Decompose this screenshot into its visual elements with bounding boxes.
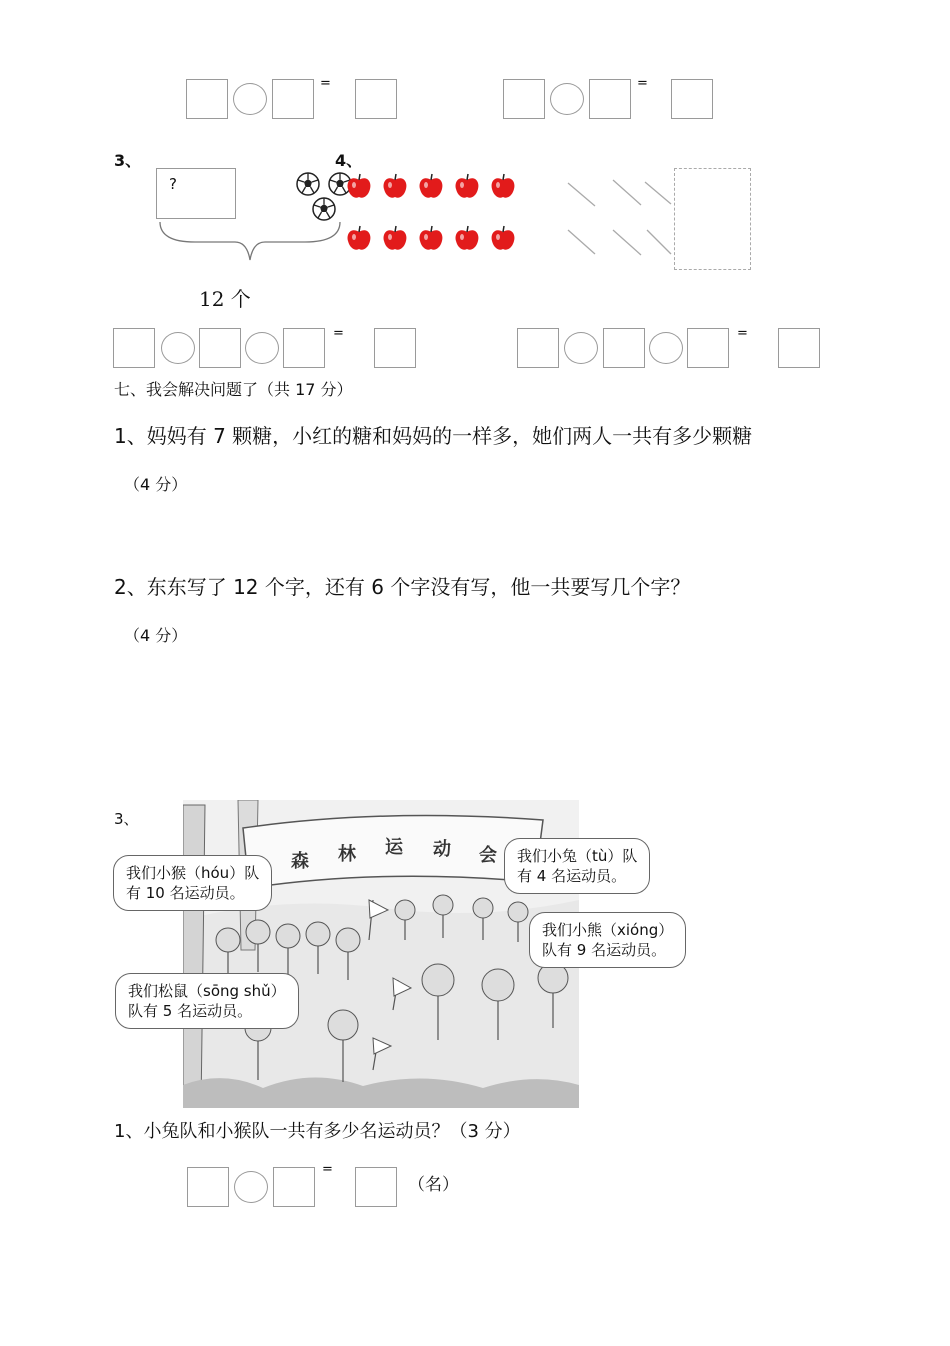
answer-box[interactable] (273, 1167, 315, 1207)
bubble-monkey (113, 855, 272, 911)
answer-box[interactable] (603, 328, 645, 368)
problem-2-score: （4 分） (124, 626, 188, 645)
crossed-out-strokes (565, 178, 675, 258)
unknown-box (156, 168, 236, 219)
banner-char: 林 (338, 844, 356, 865)
banner-char: 会 (479, 845, 497, 866)
operator-circle[interactable] (550, 83, 584, 115)
bubble-rabbit (504, 838, 650, 894)
soccer-ball-icon (312, 197, 336, 221)
answer-box[interactable] (272, 79, 314, 119)
answer-box[interactable] (517, 328, 559, 368)
apple-icon (345, 224, 373, 252)
bubble-line: 我们小熊（xióng） (542, 921, 674, 939)
dashed-box (674, 168, 751, 270)
answer-box[interactable] (671, 79, 713, 119)
bubble-line: 有 4 名运动员。 (517, 867, 627, 885)
q3-label: 3、 (114, 151, 142, 170)
operator-circle[interactable] (649, 332, 683, 364)
answer-box[interactable] (355, 1167, 397, 1207)
answer-box[interactable] (283, 328, 325, 368)
equals-sign: = (322, 1162, 333, 1177)
apple-icon (489, 224, 517, 252)
apple-icon (489, 172, 517, 200)
answer-box[interactable] (355, 79, 397, 119)
bubble-line: 我们小兔（tù）队 (517, 847, 638, 865)
bubble-line: 队有 9 名运动员。 (542, 941, 667, 959)
q4-label: 4、 (335, 151, 363, 170)
bubble-line: 我们小猴（hóu）队 (126, 864, 260, 882)
operator-circle[interactable] (245, 332, 279, 364)
brace (155, 220, 345, 270)
answer-box[interactable] (113, 328, 155, 368)
answer-box[interactable] (503, 79, 545, 119)
banner-char: 动 (433, 839, 451, 860)
bubble-line: 队有 5 名运动员。 (128, 1002, 253, 1020)
total-count: 12 个 (199, 287, 251, 311)
equals-sign: = (637, 76, 648, 91)
bubble-line: 有 10 名运动员。 (126, 884, 245, 902)
answer-box[interactable] (687, 328, 729, 368)
answer-box[interactable] (187, 1167, 229, 1207)
apple-icon (381, 224, 409, 252)
answer-box[interactable] (199, 328, 241, 368)
sub-question-1: 1、小兔队和小猴队一共有多少名运动员？（3 分） (114, 1121, 521, 1142)
problem-2-text: 2、东东写了 12 个字，还有 6 个字没有写，他一共要写几个字？ (114, 575, 691, 599)
bubble-line: 我们松鼠（sōng shǔ） (128, 982, 286, 1000)
problem-1-text: 1、妈妈有 7 颗糖，小红的糖和妈妈的一样多，她们两人一共有多少颗糖 (114, 424, 753, 448)
problem-3-label: 3、 (114, 810, 139, 828)
answer-box[interactable] (778, 328, 820, 368)
unit-label: （名） (408, 1175, 459, 1195)
bubble-squirrel (115, 973, 299, 1029)
problem-1-score: （4 分） (124, 475, 188, 494)
banner-char: 森 (291, 851, 309, 872)
operator-circle[interactable] (564, 332, 598, 364)
bubble-bear (529, 912, 686, 968)
equals-sign: = (333, 326, 344, 341)
apple-icon (453, 224, 481, 252)
operator-circle[interactable] (233, 83, 267, 115)
answer-box[interactable] (589, 79, 631, 119)
operator-circle[interactable] (161, 332, 195, 364)
equals-sign: = (737, 326, 748, 341)
soccer-ball-icon (296, 172, 320, 196)
equals-sign: = (320, 76, 331, 91)
apple-icon (453, 172, 481, 200)
operator-circle[interactable] (234, 1171, 268, 1203)
answer-box[interactable] (374, 328, 416, 368)
banner-char: 运 (385, 837, 403, 858)
section-title: 七、我会解决问题了（共 17 分） (114, 380, 353, 399)
answer-box[interactable] (186, 79, 228, 119)
apple-icon (417, 224, 445, 252)
apple-icon (345, 172, 373, 200)
apple-icon (381, 172, 409, 200)
question-mark: ? (169, 175, 177, 193)
apple-icon (417, 172, 445, 200)
